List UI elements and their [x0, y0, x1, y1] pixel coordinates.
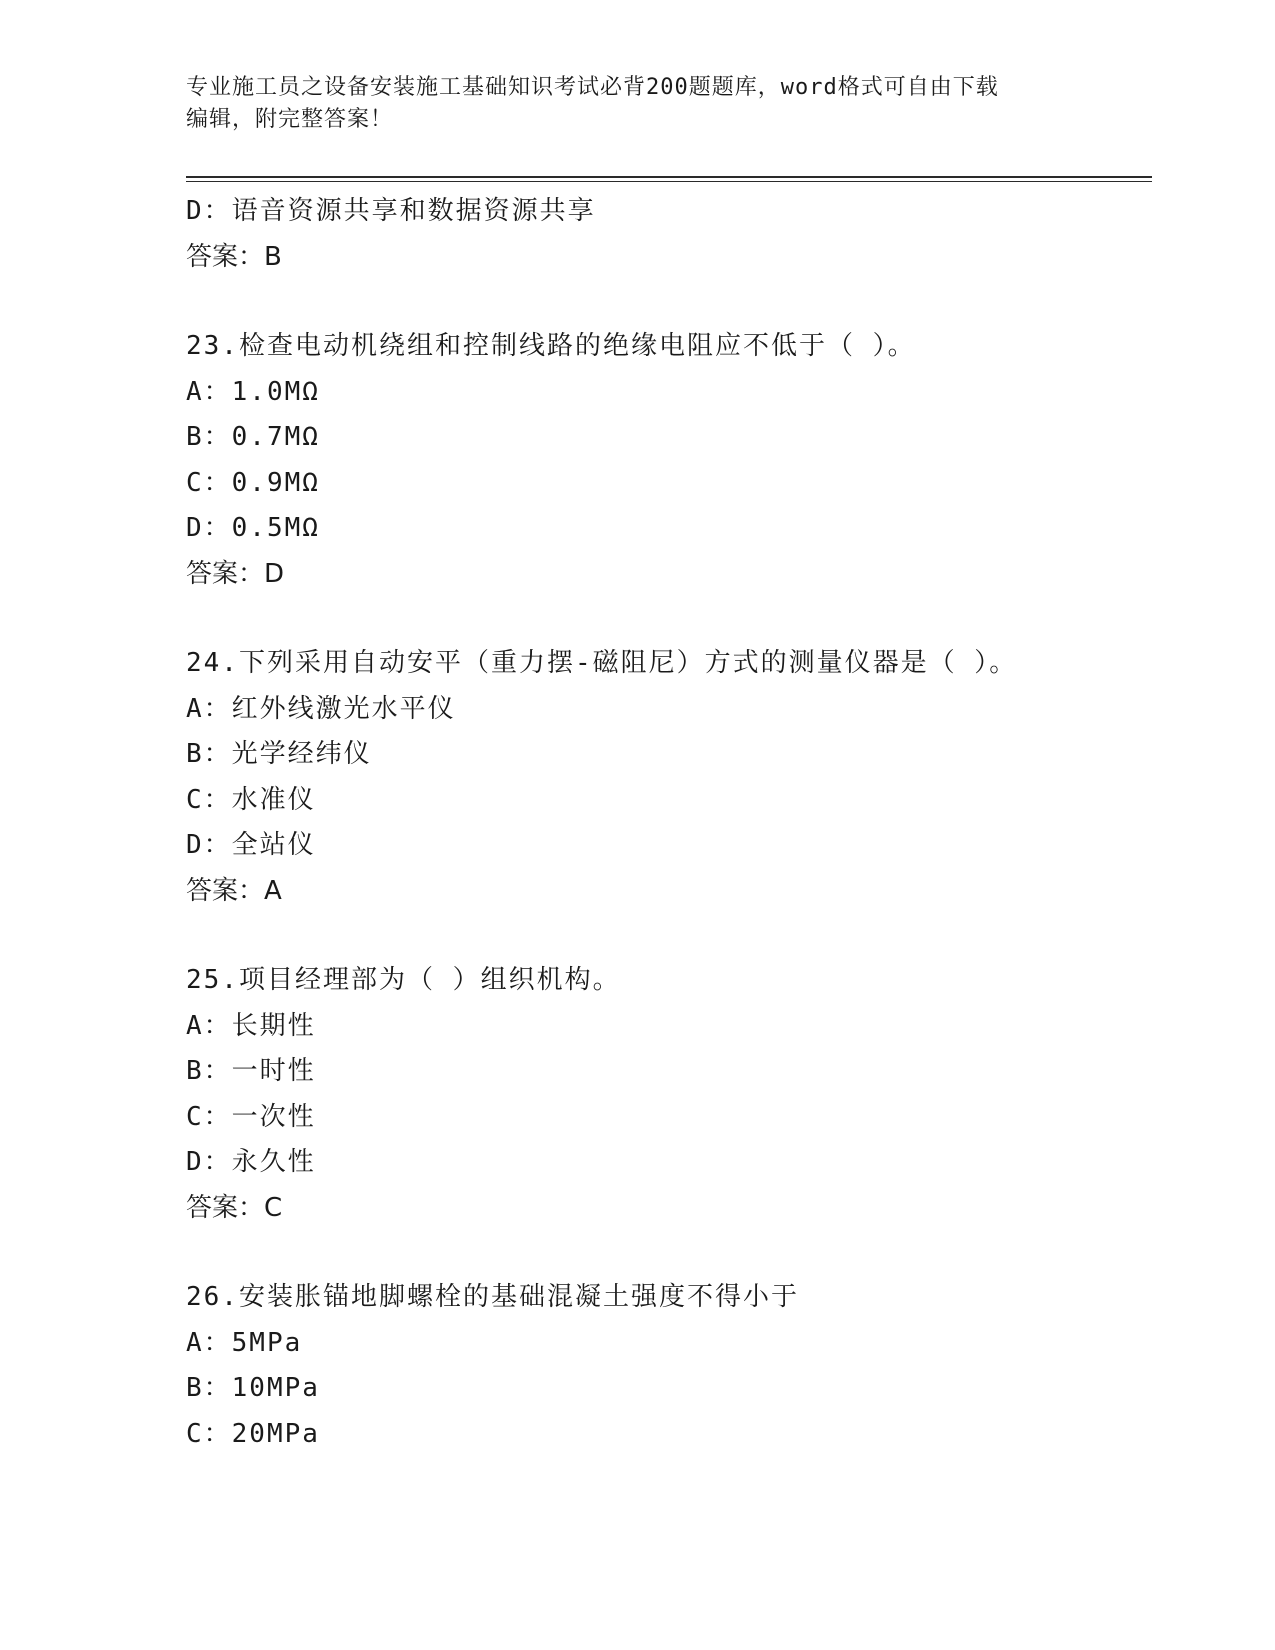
option-c: C：一次性	[186, 1101, 316, 1132]
header-title-line-2: 编辑，附完整答案！	[186, 107, 394, 132]
question-stem: 26.安装胀锚地脚螺栓的基础混凝土强度不得小于	[186, 1282, 799, 1312]
question-26	[186, 1275, 1146, 1457]
option-c: C：水准仪	[186, 784, 316, 815]
answer: 答案：C	[186, 1192, 283, 1223]
option-d: D：全站仪	[186, 830, 316, 860]
option-b: B：10MPa	[186, 1373, 320, 1403]
option-a: A：长期性	[186, 1010, 316, 1041]
option-c: C：0.9MΩ	[186, 467, 320, 498]
answer: 答案：D	[186, 558, 285, 589]
question-23	[186, 324, 1146, 597]
previous-option-d: D：语音资源共享和数据资源共享	[186, 196, 596, 226]
answer: 答案：A	[186, 875, 282, 906]
question-24	[186, 641, 1146, 914]
option-c: C：20MPa	[186, 1418, 320, 1449]
spacer	[186, 280, 1146, 324]
spacer	[186, 597, 1146, 641]
option-b: B：光学经纬仪	[186, 739, 372, 769]
option-b: B：一时性	[186, 1056, 316, 1086]
option-a: A：红外线激光水平仪	[186, 693, 456, 724]
option-d: D：永久性	[186, 1147, 316, 1177]
header-divider-thick	[186, 176, 1152, 178]
document-header	[186, 72, 1066, 136]
question-stem: 23.检查电动机绕组和控制线路的绝缘电阻应不低于（ ）。	[186, 331, 916, 361]
spacer	[186, 1231, 1146, 1275]
spacer	[186, 914, 1146, 958]
option-a: A：5MPa	[186, 1327, 303, 1358]
option-b: B：0.7MΩ	[186, 422, 320, 452]
option-a: A：1.0MΩ	[186, 376, 320, 407]
header-divider-thin	[186, 181, 1152, 182]
question-25	[186, 958, 1146, 1231]
previous-answer: 答案：B	[186, 241, 282, 272]
header-title-line-1: 专业施工员之设备安装施工基础知识考试必背200题题库，word格式可自由下载	[186, 75, 999, 100]
option-d: D：0.5MΩ	[186, 513, 320, 543]
question-stem: 25.项目经理部为（ ）组织机构。	[186, 965, 621, 995]
question-list	[186, 189, 1146, 1457]
question-stem: 24.下列采用自动安平（重力摆-磁阻尼）方式的测量仪器是（ ）。	[186, 648, 1018, 678]
